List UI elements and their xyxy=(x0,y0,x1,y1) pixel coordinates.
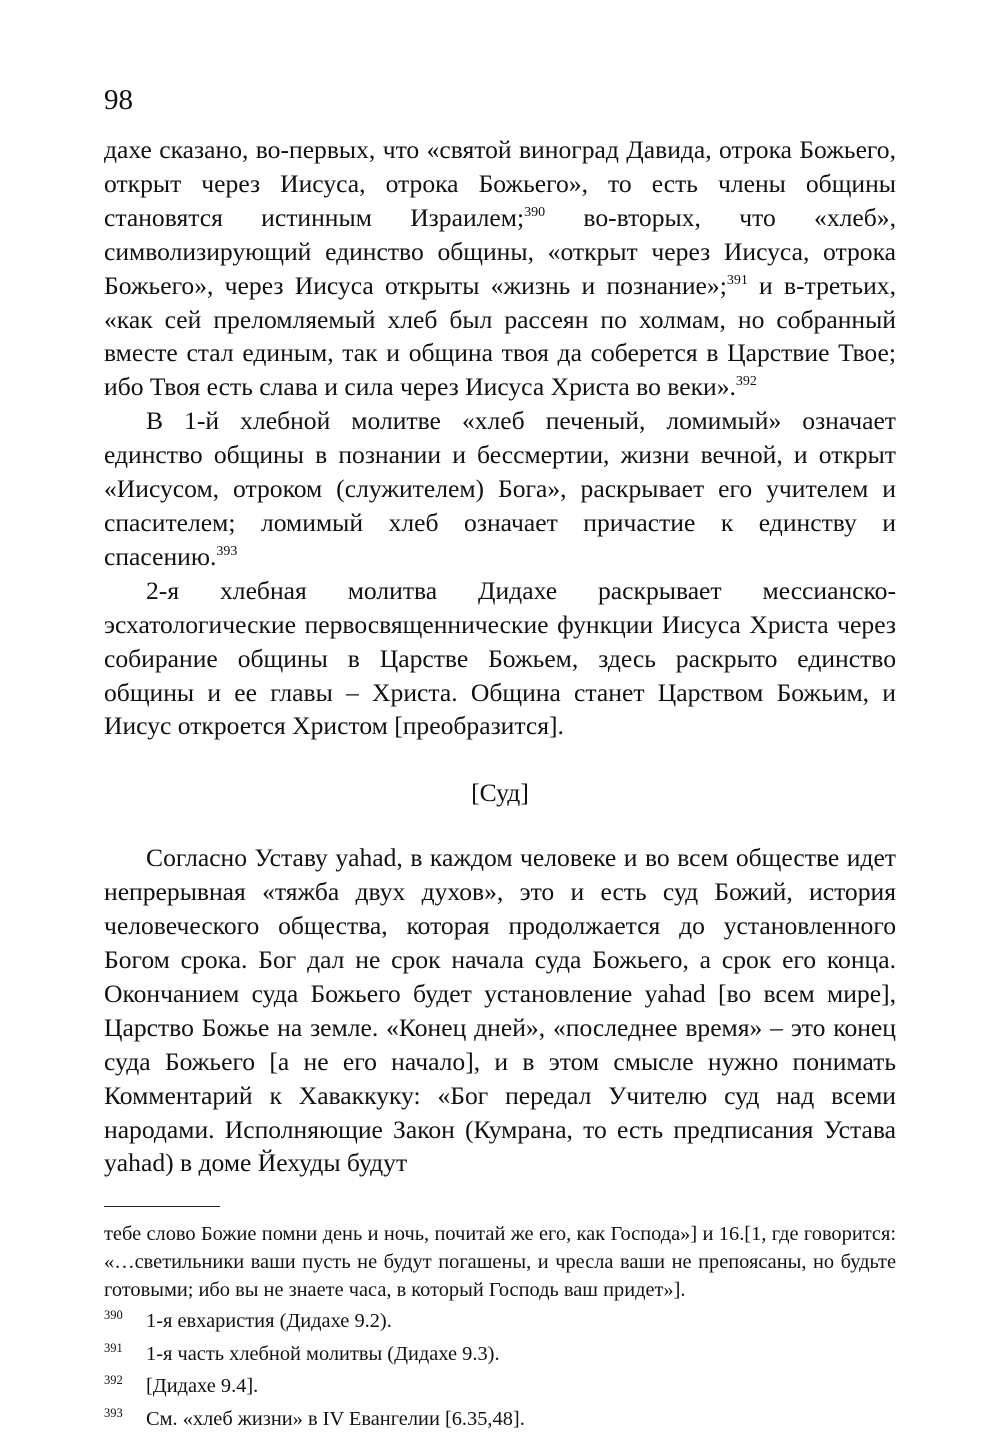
footnote-390 xyxy=(104,1308,896,1338)
footnote-separator xyxy=(104,1206,220,1207)
text-run: во-вторых, что «хлеб», символизирующий единство общины, «открыт через Иисуса, отрока Божьего», через Иисуса открыты «жизнь и познание»; xyxy=(104,202,896,300)
footnote-391 xyxy=(104,1341,896,1371)
paragraph-after-heading: Согласно Уставу yahad, в каждом человеке и во всем обществе идет непрерывная «тяжба двух духов», это и есть суд Божий, история человеческого общества, которая продолжается до установленного Богом срока. Бог дал не срок начала суда Божьего, а срок его конца. Окончанием суда Божьего будет установление yahad [во всем мире], Царство Божье на земле. «Конец дней», «последнее время» – это конец суда Божьего [а не его начало], и в этом смысле нужно понимать Комментарий к Хаваккуку: «Бог передал Учителю суд над всеми народами. Исполняющие Закон (Кумрана, то есть предписания Устава yahad) в доме Йехуды будут xyxy=(104,843,896,1178)
paragraph-1 xyxy=(104,133,896,404)
footnote-393 xyxy=(104,1406,896,1436)
page-number: 98 xyxy=(104,84,133,116)
footnote-number: 390 xyxy=(104,1308,123,1323)
footnote-number: 393 xyxy=(104,1405,123,1420)
text-run: В 1-й хлебной молитве «хлеб печеный, ломимый» означает единство общины в познании и бессмертии, жизни вечной, и открыт «Иисусом, отроком (служителем) Бога», раскрывает его учителем и спасителем; ломимый хлеб означает причастие к единству и спасению. xyxy=(104,406,896,571)
footnote-continuation: тебе слово Божие помни день и ночь, почитай же его, как Господа»] и 16.[1, где говорится: «…светильники ваши пусть не будут погашены, и чресла ваши не препоясаны, но будьте готовыми; ибо вы не знаете часа, в который Господь ваш придет»]. xyxy=(104,1223,896,1301)
footnote-ref[interactable]: 390 xyxy=(524,204,546,220)
footnote-ref[interactable]: 391 xyxy=(726,272,748,288)
footnote-text: См. «хлеб жизни» в IV Евангелии [6.35,48]. xyxy=(146,1407,525,1430)
paragraph-3 xyxy=(104,574,896,744)
footnote-text: 1-я евхаристия (Дидахе 9.2). xyxy=(146,1310,392,1333)
footnote-number: 391 xyxy=(104,1340,123,1355)
footnote-number: 392 xyxy=(104,1373,123,1388)
main-text xyxy=(104,133,896,1180)
text-run: дахе сказано, во-первых, что «святой виноград Давида, отрока Божьего, открыт через Иисуса, отрока Божьего», то есть члены общины становятся истинным Израилем; xyxy=(104,135,896,232)
footnote-392 xyxy=(104,1373,896,1403)
text-run: 2-я хлебная молитва Дидахе раскрывает мессианско-эсхатологические первосвященнические функции Иисуса Христа через собирание общины в Царстве Божьем, здесь раскрыто единство общины и ее главы – Христа. Община станет Царством Божьим, и Иисус откроется Христом [преобразится]. xyxy=(104,575,896,741)
text-run: и в-третьих, «как сей преломляемый хлеб был рассеян по холмам, но собранный вместе стал единым, так и община твоя да соберется в Царствие Твое; ибо Твоя есть слава и сила через Иисуса Христа во веки». xyxy=(104,270,896,402)
section-heading: [Суд] xyxy=(471,778,529,808)
footnote-text: 1-я часть хлебной молитвы (Дидахе 9.3). xyxy=(146,1342,500,1365)
footnote-ref[interactable]: 392 xyxy=(735,374,757,390)
footnote-list xyxy=(104,1308,896,1435)
book-page xyxy=(104,82,896,1439)
footnote-ref[interactable]: 393 xyxy=(216,543,238,559)
paragraph-2 xyxy=(104,404,896,574)
footnote-text: [Дидахе 9.4]. xyxy=(146,1375,259,1398)
footnotes-block xyxy=(104,1221,896,1435)
paragraphs-before-heading xyxy=(104,133,896,743)
